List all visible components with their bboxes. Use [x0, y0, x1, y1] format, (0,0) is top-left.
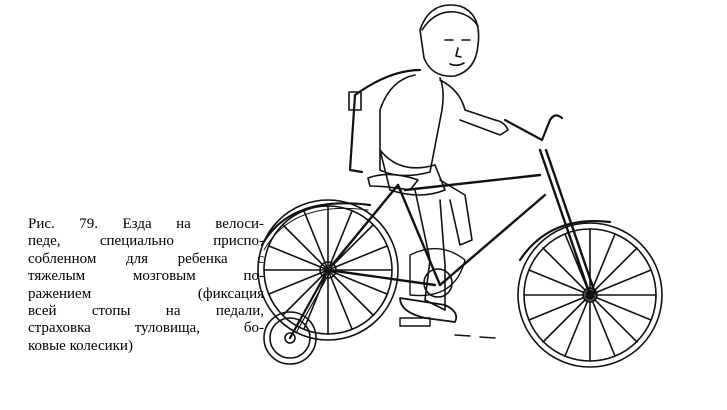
child-on-bicycle-drawing	[250, 0, 670, 405]
caption-line: всей стопы на педали,	[28, 303, 264, 320]
bicycle-illustration	[250, 0, 670, 405]
caption-line: тяжелым мозговым по-	[28, 268, 264, 285]
caption-line: собленном для ребенка с	[28, 250, 264, 267]
caption-line: ражением (фиксация	[28, 285, 264, 302]
caption-line: педе, специально приспо-	[28, 233, 264, 250]
figure-caption	[28, 216, 264, 355]
bicycle-frame	[328, 150, 595, 295]
child-figure	[380, 5, 508, 326]
training-wheel	[264, 272, 330, 364]
caption-line: страховка туловища, бо-	[28, 320, 264, 337]
caption-line: ковые колесики)	[28, 337, 133, 354]
caption-line: Рис. 79. Езда на велоси-	[28, 216, 264, 232]
